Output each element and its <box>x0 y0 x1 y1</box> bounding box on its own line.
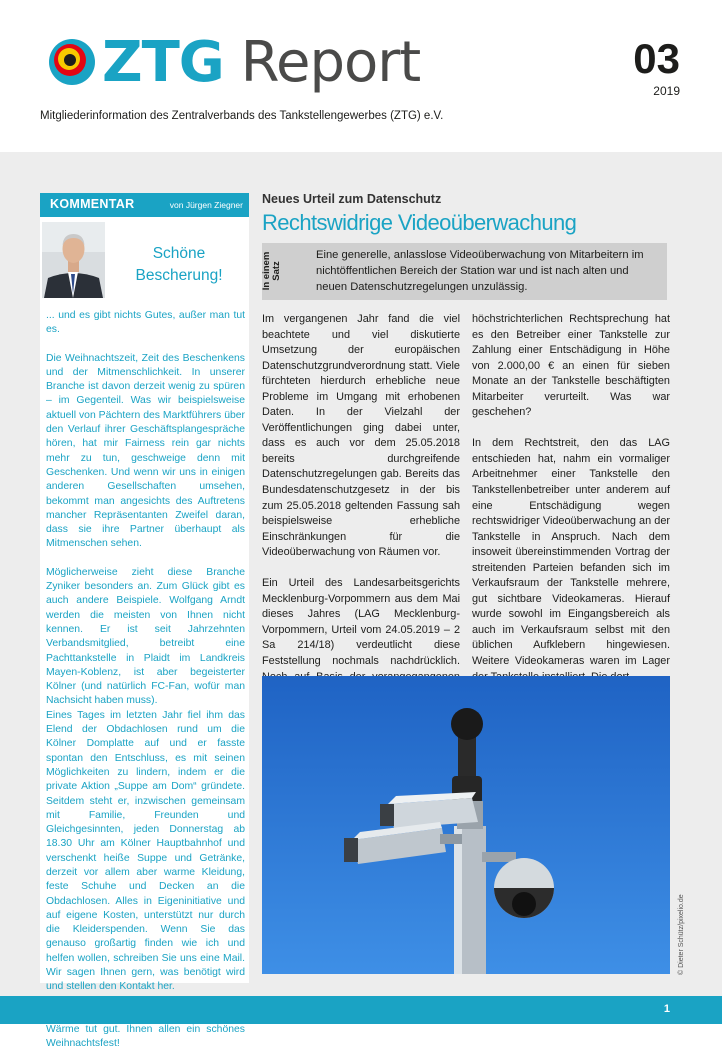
article-column-1 <box>262 312 460 732</box>
ztg-logo-icon <box>48 38 96 86</box>
article-paragraph: Im vergangenen Jahr fand die viel beachtete und viel diskutierte Umsetzung der europäischen Datenschutzgrundverordnung statt. Viele fürchteten hierdurch erhebliche neue Probleme im Umgang mit erhobenen Daten. In der Vielzahl der Veröffentlichungen ging dabei unter, dass es auch vor dem 25.05.2018 bereits durchgreifende Datenschutzregelungen gab. Bereits das Bundesdatenschutzgesetz in der bis zum 25.05.2018 geltenden Fassung sah beispielsweise erhebliche Einschränkungen für die Videoüberwachung von Räumen vor. <box>262 313 460 559</box>
logo-ztg: ZTG <box>102 30 224 95</box>
article-paragraph: In dem Rechtstreit, den das LAG entschieden hat, nahm ein vormaliger Arbeitnehmer einer Tankstelle den Tankstellenbetreiber unter anderem auf eine Entschädigung wegen rechtswidriger Videoüberwachung an der Tankstelle in Anspruch. Nach dem insoweit übereinstimmenden Vortrag der streitenden Parteien befanden sich im Verkaufsraum der Tankstelle mehrere, gut sichtbare Videokameras. Hierauf wurde sowohl im Eingangsbereich als auch im Verkaufsraum selbst mit den üblichen Aufklebern hingewiesen. Weitere Videokameras waren im Lager <box>472 437 670 667</box>
comment-paragraph: Eines Tages im letzten Jahr fiel ihm das Elend der Obdachlosen rund um die Kölner Domplatte auf und er fasste spontan den Entschluss, es mit seinen Möglichkeiten zu lindern, indem er die private Aktion „Suppe am Dom“ gründete. Seitdem steht er, inzwischen gemeinsam mit Familie, Freunden und Gleichgesinnten, jeden Donnerstag ab 18.30 Uhr am Kölner Hauptbahnhof und verschenkt heiße Suppe und Getränke, derzeit vor allem aber warme Kleidung, feste Schuhe und Decken an die Obdachlosen. Alles in Eigeninitiative und auf eigene Kosten, unterstützt nur durch die Kleiderspenden. Wenn Sie das genauso großartig finden wie ich und helfen wollen, schreiben Sie uns eine Mail. Wir sagen Ihnen gern, was benötigt wird und stellen den Kontakt her. <box>46 709 245 993</box>
issue-number: 03 <box>633 35 680 82</box>
comment-title <box>110 243 248 287</box>
comment-paragraph: Die Weihnachtszeit, Zeit des Beschenkens und der Mitmenschlichkeit. In unserer Branche ist davon derzeit wenig zu spüren – im Gegenteil. Was wir beispielsweise aktuell von Pächtern des Marktführers über den Verlauf ihrer Geschäftsplangespräche hören, hat mir Fairness rein gar nichts mehr zu tun, geschweige denn mit Geschenken. Und wenn wir uns in einigen anderen Gesellschaften umsehen, bekommt man angesichts des Auftretens mancher Repräsentanten Zweifel daran, dass sie ihre Partner überhaupt als Mitmenschen sehen. <box>46 352 245 550</box>
comment-paragraph: ... und es gibt nichts Gutes, außer man tut es. <box>46 310 245 336</box>
author-portrait <box>42 222 105 298</box>
photo-credit: © Dieter Schütz/pixelio.de <box>678 894 685 975</box>
comment-box <box>40 193 249 1050</box>
article-paragraph: höchstrichterlichen Rechtsprechung hat es den Betreiber einer Tankstelle zur Zahlung einer Entschädigung in Höhe von 2.000,00 € an einen für sieben Monate an der Tankstelle beschäftigten Mitarbeiter verurteilt. Was war geschehen? <box>472 313 670 419</box>
comment-title-line2: Bescherung! <box>135 267 223 284</box>
summary-text: Eine generelle, anlasslose Videoüberwachung von Mitarbeitern im nichtöffentlichen Bereich der Station war und ist nach alten und neuen Datenschutzregelungen unzulässig. <box>316 249 644 293</box>
comment-author: von Jürgen Ziegner <box>169 200 243 210</box>
issue-year: 2019 <box>653 84 680 98</box>
summary-label-line2: Satz <box>271 261 282 281</box>
article-paragraph: Ein Urteil des Landesarbeitsgerichts Mecklenburg-Vorpommern aus dem Mai dieses Jahres (LAG Mecklenburg-Vorpommern, Urteil vom 24.05.2019 – 2 Sa 214/18) verdeutlicht diese Feststellung nochmals nachdrücklich. <box>262 577 460 667</box>
comment-paragraph: Wärme tut gut. Ihnen allen ein schönes Weihnachtsfest! <box>46 1023 245 1050</box>
summary-label-line1: In einem <box>261 251 272 291</box>
camera-photo <box>262 676 670 974</box>
comment-text <box>46 309 245 1052</box>
footer-bar <box>0 996 722 1024</box>
comment-paragraph: Möglicherweise zieht diese Branche Zyniker besonders an. Zum Glück gibt es auch andere Beispiele. Wolfgang Arndt werden die meisten von Ihnen nicht kennen. Er ist seit Jahrzehnten Verbandsmitglied, betreibt eine Pachttankstelle in Plaidt im Landkreis Mayen-Koblenz, ist aber begeisterter Kölner (und natürlich FC-Fan, wofür man Nachsicht haben muss). <box>46 566 245 707</box>
masthead-subline: Mitgliederinformation des Zentralverbands des Tankstellengewerbes (ZTG) e.V. <box>40 110 444 122</box>
logo-wordmark <box>102 28 420 98</box>
comment-title-line1: Schöne <box>152 245 206 262</box>
article-column-2 <box>472 312 670 701</box>
summary-label <box>262 243 282 300</box>
comment-label: KOMMENTAR <box>50 197 135 211</box>
page-number: 1 <box>663 1003 670 1015</box>
summary-box <box>262 243 667 300</box>
article-kicker: Neues Urteil zum Datenschutz <box>262 192 442 206</box>
comment-header <box>40 193 249 217</box>
logo-report: Report <box>240 30 421 95</box>
masthead <box>0 0 722 152</box>
article-headline: Rechtswidrige Videoüberwachung <box>262 210 577 235</box>
